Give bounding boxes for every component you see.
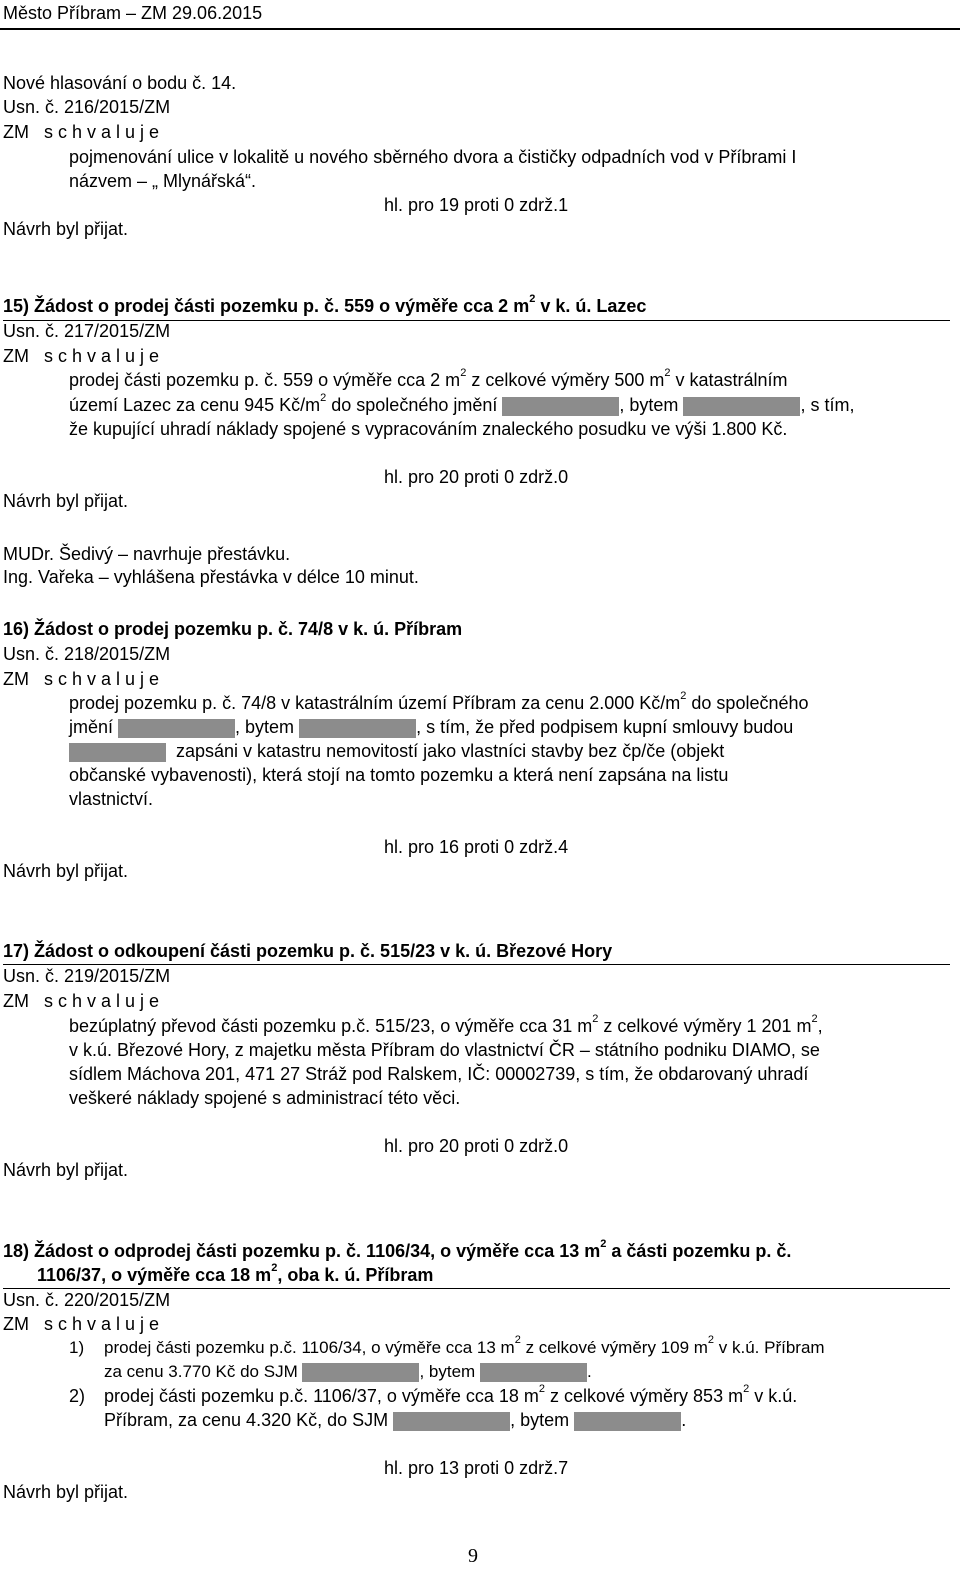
approval-label: ZM s c h v a l u j e <box>3 991 160 1011</box>
list-item-text: prodej části pozemku p.č. 1106/34, o výměře cca 13 $m^2$ z celkové výměry 109 $m^2$ v k.ú. Příbram <box>104 1334 825 1357</box>
resolution-number: Usn. č. 219/2015/ZM <box>3 966 171 986</box>
vote-result: hl. pro 16 proti 0 zdrž.4 <box>384 837 569 857</box>
motion-result: Návrh byl přijat. <box>3 219 129 239</box>
approval-label: ZM s c h v a l u j e <box>3 669 160 689</box>
vote-result: hl. pro 13 proti 0 zdrž.7 <box>384 1458 569 1478</box>
redaction-box <box>299 719 416 738</box>
motion-result: Návrh byl přijat. <box>3 861 129 881</box>
resolution-text: jmění , bytem , s tím, že před podpisem kupní smlouvy budou <box>69 717 794 737</box>
break-announcement: Ing. Vařeka – vyhlášena přestávka v délce 10 minut. <box>3 567 419 587</box>
motion-result: Návrh byl přijat. <box>3 1482 129 1502</box>
resolution-text: prodej části pozemku p. č. 559 o výměře cca 2 $m^2$ z celkové výměry 500 $m^2$ v katastrálním <box>69 367 788 390</box>
redaction-box <box>302 1363 419 1382</box>
resolution-number: Usn. č. 220/2015/ZM <box>3 1290 171 1310</box>
redaction-box <box>69 743 166 762</box>
approval-label: ZM s c h v a l u j e <box>3 346 160 366</box>
list-item-text: Příbram, za cenu 4.320 Kč, do SJM , bytem . <box>104 1410 687 1430</box>
header-title: Město Příbram – ZM 29.06.2015 <box>3 3 263 23</box>
resolution-number: Usn. č. 218/2015/ZM <box>3 644 171 664</box>
vote-result: hl. pro 20 proti 0 zdrž.0 <box>384 1136 569 1156</box>
resolution-text: prodej pozemku p. č. 74/8 v katastrálním území Příbram za cenu 2.000 $Kč/m^2$ do společného <box>69 690 809 713</box>
resolution-number: Usn. č. 216/2015/ZM <box>3 97 171 117</box>
motion-result: Návrh byl přijat. <box>3 491 129 511</box>
approval-label: ZM s c h v a l u j e <box>3 1314 160 1334</box>
resolution-text: území Lazec za cenu 945 $Kč/m^2$ do společného jmění , bytem , s tím, <box>69 392 855 415</box>
resolution-text: názvem – „ Mlynářská“. <box>69 171 257 191</box>
resolution-text: že kupující uhradí náklady spojené s vypracováním znaleckého posudku ve výši 1.800 Kč. <box>69 419 788 439</box>
redaction-box <box>502 397 619 416</box>
approval-label: ZM s c h v a l u j e <box>3 122 160 142</box>
redaction-box <box>683 397 800 416</box>
section-heading: 15) Žádost o prodej části pozemku p. č. 559 o výměře cca 2 $m^2$ v k. ú. Lazec <box>3 293 647 316</box>
break-proposal: MUDr. Šedivý – navrhuje přestávku. <box>3 544 291 564</box>
redaction-box <box>480 1363 587 1382</box>
resolution-text: v k.ú. Březové Hory, z majetku města Příbram do vlastnictví ČR – státního podniku DIAMO, se <box>69 1040 820 1060</box>
list-item-number: 2) <box>69 1386 86 1406</box>
resolution-text: veškeré náklady spojené s administrací této věci. <box>69 1088 461 1108</box>
page-header <box>0 0 960 26</box>
resolution-text: vlastnictví. <box>69 789 154 809</box>
resolution-text: zapsáni v katastru nemovitostí jako vlastníci stavby bez čp/če (objekt <box>69 740 724 762</box>
list-item-number: 1) <box>69 1338 85 1357</box>
vote-result: hl. pro 19 proti 0 zdrž.1 <box>384 195 569 215</box>
header-divider <box>0 28 960 30</box>
revote-note: Nové hlasování o bodu č. 14. <box>3 73 237 93</box>
list-item-text: za cenu 3.770 Kč do SJM , bytem . <box>104 1362 592 1381</box>
vote-result: hl. pro 20 proti 0 zdrž.0 <box>384 467 569 487</box>
resolution-text: bezúplatný převod části pozemku p.č. 515/23, o výměře cca 31 $m^2$ z celkové výměry 1 201 $m^2$, <box>69 1013 823 1036</box>
motion-result: Návrh byl přijat. <box>3 1160 129 1180</box>
resolution-number: Usn. č. 217/2015/ZM <box>3 321 171 341</box>
redaction-box <box>393 1412 510 1431</box>
redaction-box <box>574 1412 681 1431</box>
section-heading: 18) Žádost o odprodej části pozemku p. č. 1106/34, o výměře cca 13 $m^2$ a části pozemku p. č. <box>3 1238 792 1261</box>
resolution-text: pojmenování ulice v lokalitě u nového sběrného dvora a čističky odpadních vod v Příbrami I <box>69 147 797 167</box>
redaction-box <box>118 719 235 738</box>
section-heading: 16) Žádost o prodej pozemku p. č. 74/8 v k. ú. Příbram <box>3 619 463 639</box>
page-number: 9 <box>468 1545 478 1567</box>
section-heading: 17) Žádost o odkoupení části pozemku p. č. 515/23 v k. ú. Březové Hory <box>3 941 613 961</box>
section-heading: 1106/37, o výměře cca 18 $m^2$, oba k. ú. Příbram <box>37 1262 434 1285</box>
resolution-text: občanské vybavenosti), která stojí na tomto pozemku a která není zapsána na listu <box>69 765 729 785</box>
list-item-text: prodej části pozemku p.č. 1106/37, o výměře cca 18 $m^2$ z celkové výměry 853 $m^2$ v k.ú. <box>104 1383 798 1406</box>
resolution-text: sídlem Máchova 201, 471 27 Stráž pod Ralskem, IČ: 00002739, s tím, že obdarovaný uhradí <box>69 1064 809 1084</box>
